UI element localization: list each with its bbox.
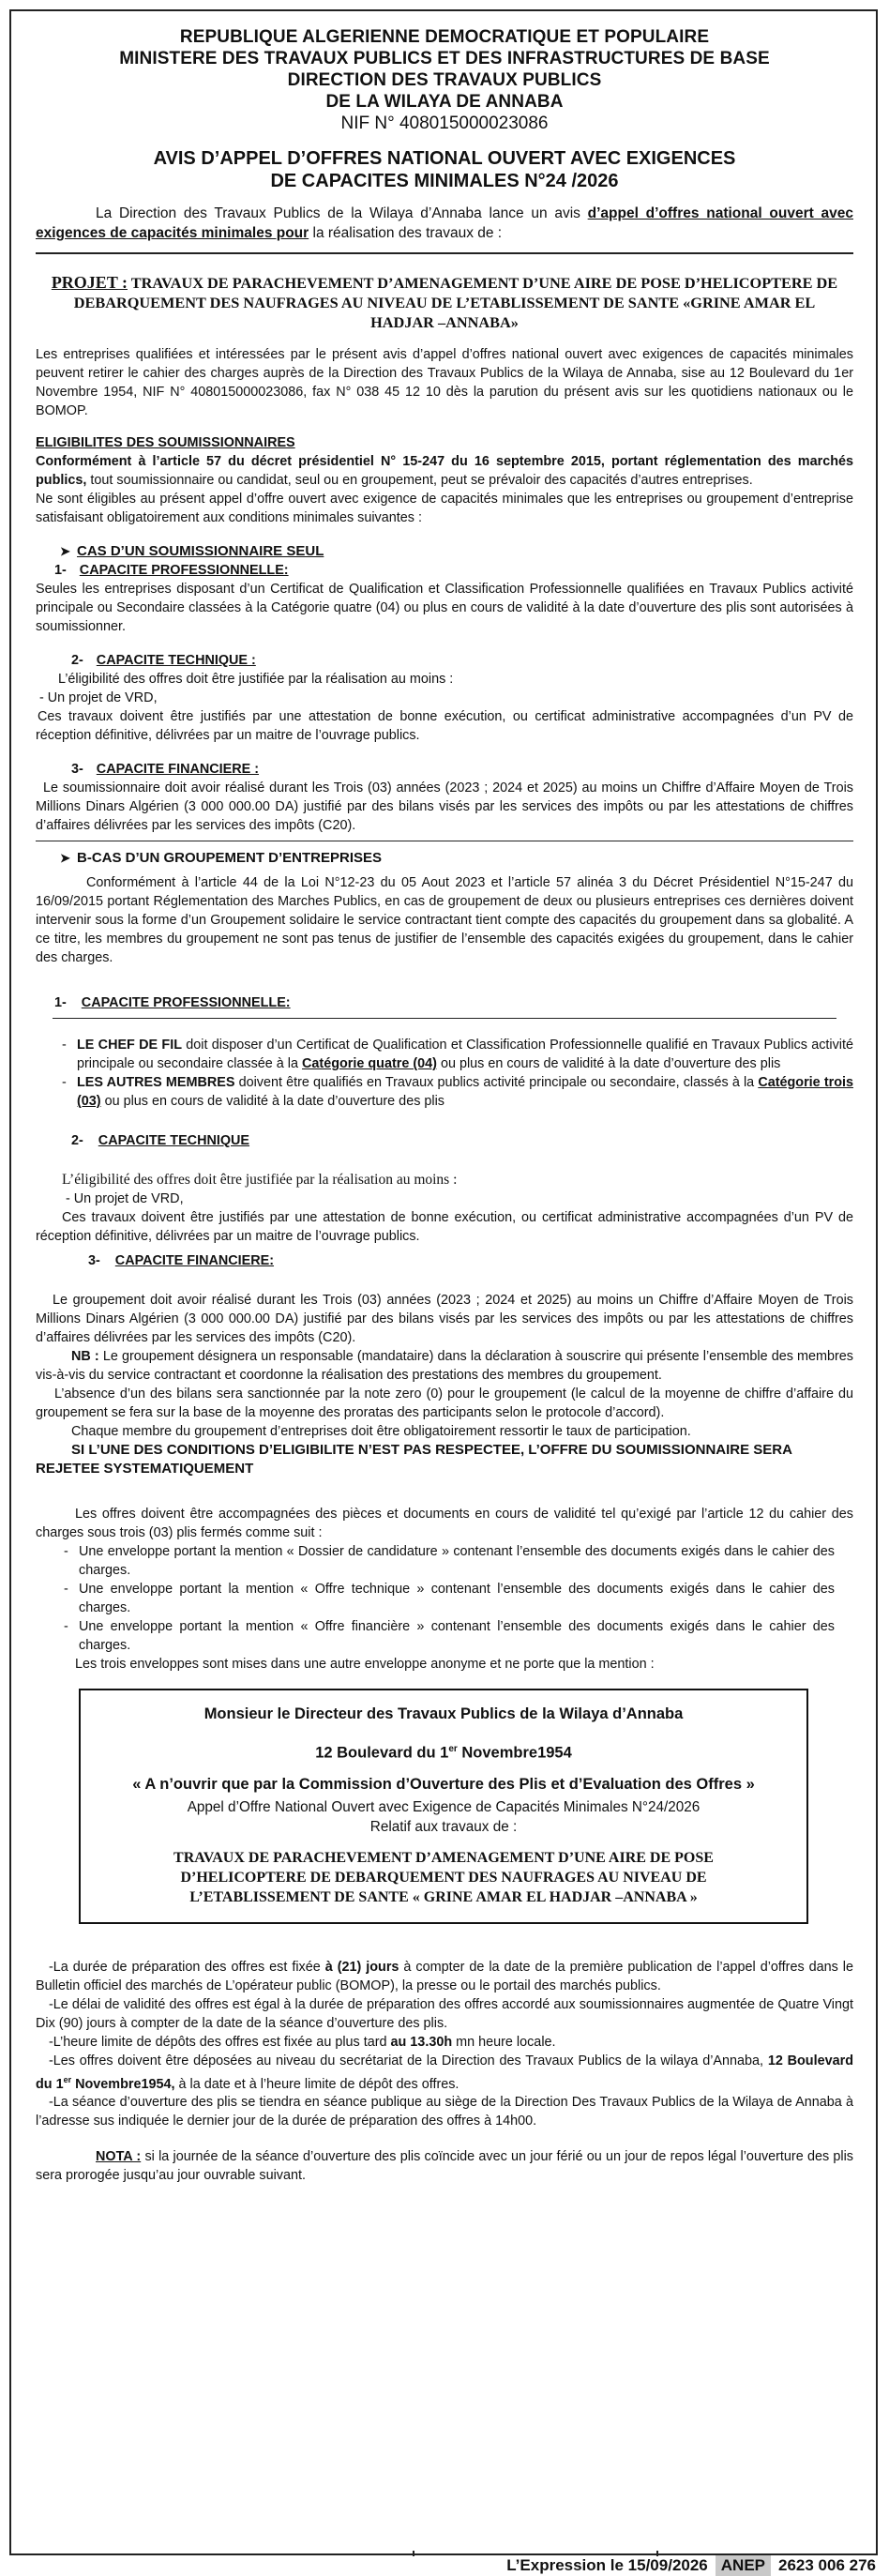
cas-seul-s2-line1: L’éligibilité des offres doit être justifiée par la réalisation au moins :: [58, 672, 454, 687]
cas-groupement-s2-num: 2-: [71, 1133, 83, 1148]
header-line-republique: REPUBLIQUE ALGERIENNE DEMOCRATIQUE ET POPULAIRE: [179, 27, 710, 47]
cas-groupement-s2-line3: Ces travaux doivent être justifiés par une attestation de bonne exécution, ou certificat administrative accompagnées d’un PV de réception définitive, délivrées par un maitre de l’ouvrage publics.: [36, 1210, 853, 1244]
cas-groupement-rejet: SI L’UNE DES CONDITIONS D’ELIGIBILITE N’EST PAS RESPECTEE, L’OFFRE DU SOUMISSIONNAIRE SERA REJETEE SYSTEMATIQUEMENT: [36, 1442, 792, 1477]
offres-outro: Les trois enveloppes sont mises dans une autre enveloppe anonyme et ne porte que la mention :: [75, 1657, 655, 1672]
cas-seul-s1-text: Seules les entreprises disposant d’un Certificat de Qualification et Classification Professionnelle qualifiées en Travaux Publics activité principale ou Secondaire classées à la Catégorie quatre (04) ou plus en cours de validité à la date d’ouverture des plis sont autorisées à soumissionner.: [36, 582, 853, 634]
categorie-quatre: Catégorie quatre (04): [302, 1056, 437, 1071]
frame-tick-left: [413, 2551, 414, 2556]
cas-groupement-title: ➤ B-CAS D’UN GROUPEMENT D’ENTREPRISES: [60, 850, 383, 866]
cas-groupement-s1-num: 1-: [54, 995, 67, 1010]
header-line-ministere: MINISTERE DES TRAVAUX PUBLICS ET DES INFRASTRUCTURES DE BASE: [119, 49, 770, 68]
header-line-direction: DIRECTION DES TRAVAUX PUBLICS: [287, 70, 602, 90]
cas-seul-s1-title: CAPACITE PROFESSIONNELLE:: [79, 563, 289, 578]
publication-footer: [506, 2555, 876, 2576]
box-travaux: TRAVAUX DE PARACHEVEMENT D’AMENAGEMENT D’UNE AIRE DE POSE D’HELICOPTERE DE DEBARQUEMENT DES NAUFRAGES AU NIVEAU DE L’ETABLISSEMENT DE SANTE « GRINE AMAR EL HADJAR –ANNABA »: [173, 1849, 714, 1905]
cas-seul-s2-num: 2-: [71, 653, 83, 668]
cas-groupement-s3-heading: [88, 1251, 853, 1270]
categorie-trois: Catégorie trois (03): [77, 1075, 854, 1109]
cas-groupement-absence: L’absence d’un des bilans sera sanctionnée par la note zero (0) pour le groupement (le calcul de la moyenne de chiffre d’affaire du groupement se fera sur la base de la moyenne des proratas des participants selon le protocole d’accord).: [36, 1386, 853, 1420]
intro-part3: la réalisation des travaux de :: [309, 225, 503, 241]
header-block: [36, 26, 853, 134]
offres-envelopes-list: [64, 1542, 835, 1655]
arrow-bullet-icon: ➤: [60, 851, 70, 865]
cas-groupement-chaque: Chaque membre du groupement d’entreprises doit être obligatoirement ressortir le taux de participation.: [71, 1424, 691, 1439]
cas-groupement-s3-text: Le groupement doit avoir réalisé durant les Trois (03) années (2023 ; 2024 et 2025) au moins un Chiffre d’Affaire Moyen de Trois Millions Dinars Algérien (3 000 000.00 DA) justifié par des bilans visés par les services des impôts ou par les attestations de chiffres d’affaires délivrées par les services des impôts (C20).: [36, 1293, 853, 1345]
cas-groupement-s3-num: 3-: [88, 1253, 100, 1268]
avis-title-line1: AVIS D’APPEL D’OFFRES NATIONAL OUVERT AVEC EXIGENCES: [153, 148, 736, 169]
list-item-chef-de-fil: - LE CHEF DE FIL doit disposer d’un Certificat de Qualification et Classification Professionnelle qualifié en Travaux Publics activité principale ou secondaire classée à la Catégorie quatre (04) ou plus en cours de validité à la date d’ouverture des plis: [62, 1038, 853, 1071]
final-depot: -Les offres doivent être déposées au niveau du secrétariat de la Direction des Travaux Publics de la wilaya d’Annaba, 12 Boulevard du 1er Novembre1954, à la date et à l’heure limite de dépôt des offres.: [36, 2053, 853, 2092]
eligibilites-paragraph-1: [36, 452, 853, 490]
cas-seul-s2-heading: [71, 651, 853, 670]
intro-part2: d’appel d’offres national ouvert avec exigences de capacités minimales pour: [36, 205, 853, 241]
final-validite: -Le délai de validité des offres est égal à la durée de préparation des offres accordé aux soumissionnaires augmentée de Quatre Vingt Dix (90) jours à compter de la date de la séance d’ouverture des plis.: [36, 1996, 853, 2031]
projet-label: PROJET :: [51, 273, 128, 292]
cas-seul-s1-num: 1-: [54, 563, 67, 578]
cas-groupement-s2-line1: L’éligibilité des offres doit être justifiée par la réalisation au moins :: [62, 1172, 458, 1188]
final-nota: NOTA : si la journée de la séance d’ouverture des plis coïncide avec un jour férié ou un jour de repos légal l’ouverture des plis sera prorogée jusqu’au jour ouvrable suivant.: [36, 2149, 853, 2184]
final-seance: -La séance d’ouverture des plis se tiendra en séance publique au siège de la Direction Des Travaux Publics de la Wilaya de Annaba à l’adresse sus indiquée le dernier jour de la durée de préparation des offres à 14h00.: [36, 2095, 853, 2129]
intro-paragraph: [36, 204, 853, 243]
eligibilites-rest: tout soumissionnaire ou candidat, seul ou en groupement, peut se prévaloir des capacités d’autres entreprises.: [86, 473, 753, 488]
projet-block: [36, 273, 853, 332]
box-adresse: 12 Boulevard du 1er Novembre1954: [315, 1744, 572, 1762]
final-heure-limite: -L’heure limite de dépôts des offres est fixée au plus tard au 13.30h mn heure locale.: [49, 2034, 556, 2050]
cas-groupement-s2-line2: - Un projet de VRD,: [66, 1191, 184, 1206]
cas-groupement-intro: Conformément à l’article 44 de la Loi N°12-23 du 05 Aout 2023 et l’article 57 alinéa 3 du Décret Présidentiel N°15-247 du 16/09/2015 portant Réglementation des Marches Publics, en cas de groupement de deux ou plusieurs entreprises ces dernières doivent intervenir sous la forme d’un Groupement solidaire le service contractant tient compte des capacités du groupement dans sa globalité. A ce titre, les membres du groupement ne sont pas tenus de justifier de l’ensemble des capacités exigées du groupement, dans le cahier des charges.: [36, 875, 853, 965]
header-nif: NIF N° 408015000023086: [340, 114, 549, 133]
list-item-envelope-candidature: - Une enveloppe portant la mention « Dossier de candidature » contenant l’ensemble des documents exigés dans le cahier des charges.: [64, 1544, 835, 1578]
cas-groupement-s1-title: CAPACITE PROFESSIONNELLE:: [81, 995, 291, 1010]
cas-groupement-nb: NB : Le groupement désignera un responsable (mandataire) dans la déclaration à souscrire qui présente l’ensemble des membres vis-à-vis du service contractant et coordonne la réalisation des prestations des membres du groupement.: [36, 1349, 853, 1383]
final-paragraphs: [36, 1958, 853, 2186]
box-appel-doffre: Appel d’Offre National Ouvert avec Exigence de Capacités Minimales N°24/2026: [187, 1798, 701, 1815]
avis-title-line2: DE CAPACITES MINIMALES N°24 /2026: [270, 171, 619, 191]
anep-badge: ANEP: [716, 2555, 771, 2576]
nota-label: NOTA :: [96, 2149, 142, 2165]
box-a-nouvrir: « A n’ouvrir que par la Commission d’Ouverture des Plis et d’Evaluation des Offres »: [132, 1775, 755, 1793]
avis-title: [36, 147, 853, 192]
cas-groupement-s2-title: CAPACITE TECHNIQUE: [98, 1133, 250, 1148]
list-item-envelope-technique: - Une enveloppe portant la mention « Offre technique » contenant l’ensemble des documents exigés dans le cahier des charges.: [64, 1582, 835, 1615]
arrow-bullet-icon: ➤: [60, 544, 70, 558]
cas-seul-s3-heading: [71, 760, 853, 779]
envelope-mention-box: [79, 1689, 808, 1924]
cas-groupement-s3-title: CAPACITE FINANCIERE:: [114, 1253, 275, 1268]
retrait-paragraph: Les entreprises qualifiées et intéressées par le présent avis d’appel d’offres national ouvert avec exigences de capacités minimales peuvent retirer le cahier des charges auprès de la Direction des Travaux Publics de la Wilaya de Annaba, sise au 12 Boulevard du 1er Novembre 1954, NIF N° 408015000023086, fax N° 038 45 12 10 dès la parution du présent avis sur les quotidiens nationaux ou le BOMOP.: [36, 347, 853, 418]
cas-seul-s3-title: CAPACITE FINANCIERE :: [96, 762, 260, 777]
cas-seul-title: ➤ CAS D’UN SOUMISSIONNAIRE SEUL: [60, 543, 324, 559]
divider-capacite: [53, 1018, 836, 1019]
cas-seul-s2-title: CAPACITE TECHNIQUE :: [96, 653, 256, 668]
header-line-wilaya: DE LA WILAYA DE ANNABA: [325, 92, 564, 112]
box-destinataire: Monsieur le Directeur des Travaux Publics de la Wilaya d’Annaba: [203, 1705, 684, 1722]
intro-part1: La Direction des Travaux Publics de la Wilaya d’Annaba lance un avis: [96, 205, 588, 221]
cas-seul-s3-text: Le soumissionnaire doit avoir réalisé durant les Trois (03) années (2023 ; 2024 et 2025) au moins un Chiffre d’Affaire Moyen de Trois Millions Dinars Algérien (3 000 000.00 DA) justifié par des bilans visés par les services des impôts ou par les attestations de chiffres d’affaires délivrées par les services des impôts (C20).: [36, 780, 853, 833]
cas-seul-s3-num: 3-: [71, 762, 83, 777]
groupement-members-list: [62, 1036, 854, 1111]
cas-seul-s2-line3: Ces travaux doivent être justifiés par une attestation de bonne exécution, ou certificat administrative accompagnées d’un PV de réception définitive, délivrées par un maitre de l’ouvrage publics.: [36, 709, 853, 743]
divider-top: [36, 252, 853, 254]
eligibilites-paragraph-2: Ne sont éligibles au présent appel d’offre ouvert avec exigence de capacités minimales que les entreprises ou groupement d’entreprise satisfaisant obligatoirement aux conditions minimales suivantes :: [36, 492, 853, 525]
chef-de-fil-label: LE CHEF DE FIL: [77, 1038, 183, 1053]
eligibilites-title: ELIGIBILITES DES SOUMISSIONNAIRES: [36, 435, 295, 450]
cas-groupement-s2-heading: [71, 1131, 853, 1150]
box-relatif: Relatif aux travaux de :: [369, 1818, 518, 1835]
notice-content: [36, 26, 853, 2185]
offres-intro: Les offres doivent être accompagnées des pièces et documents en cours de validité tel qu’exigé par l’article 12 du cahier des charges sous trois (03) plis fermés comme suit :: [36, 1507, 853, 1540]
list-item-autres-membres: - LES AUTRES MEMBRES doivent être qualifiés en Travaux publics activité principale ou secondaire, classés à la Catégorie trois (03) ou plus en cours de validité à la date d’ouverture des plis: [62, 1075, 854, 1109]
publication-date: L’Expression le 15/09/2026: [506, 2556, 708, 2574]
autres-membres-label: LES AUTRES MEMBRES: [77, 1075, 235, 1090]
final-duree: -La durée de préparation des offres est fixée à (21) jours à compter de la date de la première publication de l’appel d’offres dans le Bulletin officiel des marchés de L’opérateur public (BOMOP), la presse ou le portail des marchés publics.: [36, 1959, 854, 1993]
cas-seul-s2-line2: - Un projet de VRD,: [39, 690, 158, 705]
list-item-envelope-financiere: - Une enveloppe portant la mention « Offre financière » contenant l’ensemble des documents exigés dans le cahier des charges.: [64, 1619, 835, 1653]
anep-reference: 2623 006 276: [778, 2556, 876, 2574]
nb-label: NB :: [71, 1349, 99, 1364]
eligibilites-decree: Conformément à l’article 57 du décret présidentiel N° 15-247 du 16 septembre 2015, portant réglementation des marchés publics,: [36, 454, 853, 488]
cas-groupement-s1-heading: [54, 993, 853, 1012]
cas-seul-s1-heading: [54, 561, 853, 580]
projet-text: TRAVAUX DE PARACHEVEMENT D’AMENAGEMENT D’UNE AIRE DE POSE D’HELICOPTERE DE DEBARQUEMENT DES NAUFRAGES AU NIVEAU DE L’ETABLISSEMENT DE SANTE «GRINE AMAR EL HADJAR –ANNABA»: [73, 274, 838, 331]
